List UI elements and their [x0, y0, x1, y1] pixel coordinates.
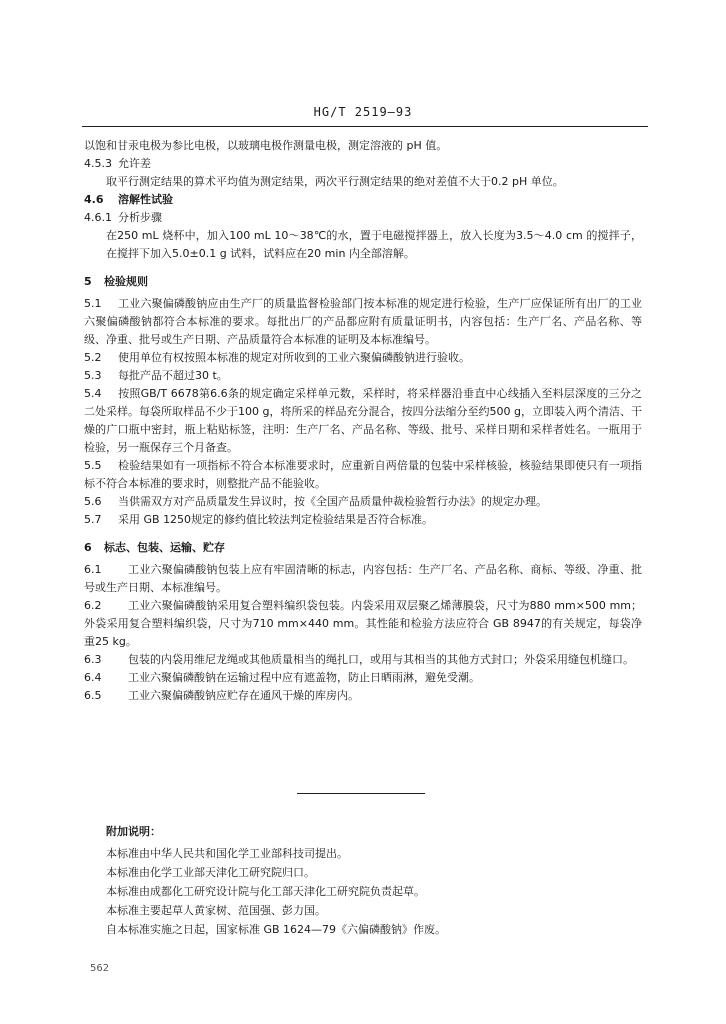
clause-4-6-1-text: 在250 mL 烧杯中，加入100 mL 10～38℃的水，置于电磁搅拌器上，放入长度为3.5～4.0 cm 的搅拌子，在搅拌下加入5.0±0.1 g 试料，试料应在20 min 内全部溶解。: [106, 229, 642, 260]
clause-5-3: [84, 367, 642, 385]
clause-4-5-3-heading: [84, 155, 642, 173]
notes-line: 本标准由化学工业部天津化工研究院归口。: [106, 866, 315, 879]
clause-6-5: [84, 687, 642, 705]
clause-5-7: [84, 511, 642, 529]
clause-title: 分析步骤: [118, 211, 162, 224]
section-title: 溶解性试验: [118, 193, 173, 206]
page-number: 562: [90, 963, 110, 974]
notes-line: 自本标准实施之日起，国家标准 GB 1624—79《六偏磷酸钠》作废。: [106, 923, 447, 936]
clause-number: 6.1: [84, 563, 102, 576]
clause-text: 工业六聚偏磷酸钠包装上应有牢固清晰的标志，内容包括：生产厂名、产品名称、商标、等级、净重、批号或生产日期、本标准编号。: [84, 563, 642, 594]
clause-6-4: [84, 669, 642, 687]
clause-5-4: [84, 385, 642, 457]
section-divider: [297, 793, 425, 794]
clause-number: 5.7: [84, 513, 102, 526]
clause-text: 工业六聚偏磷酸钠应贮存在通风干燥的库房内。: [128, 689, 359, 702]
section-number: 5: [84, 275, 92, 288]
clause-number: 4.6.1: [84, 211, 112, 224]
clause-text: 检验结果如有一项指标不符合本标准要求时，应重新自两倍量的包装中采样核验，核验结果即使只有一项指标不符合本标准的要求时，则整批产品不能验收。: [84, 459, 642, 490]
clause-5-5: [84, 457, 642, 493]
clause-number: 6.5: [84, 689, 102, 702]
clause-number: 5.3: [84, 369, 102, 382]
clause-text: 当供需双方对产品质量发生异议时，按《全国产品质量仲裁检验暂行办法》的规定办理。: [118, 495, 547, 508]
clause-number: 5.2: [84, 351, 102, 364]
clause-6-3: [84, 651, 642, 669]
paragraph-4-5-continuation: 以饱和甘汞电极为参比电极，以玻璃电极作测量电极，测定溶液的 pH 值。: [84, 139, 448, 152]
clause-text: 采用 GB 1250规定的修约值比较法判定检验结果是否符合标准。: [118, 513, 434, 526]
clause-text: 工业六聚偏磷酸钠应由生产厂的质量监督检验部门按本标准的规定进行检验，生产厂应保证所有出厂的工业六聚偏磷酸钠都符合本标准的要求。每批出厂的产品都应附有质量证明书，内容包括：生产厂名、产品名称、等级、净重、批号或生产日期、产品质量符合本标准的证明及本标准编号。: [84, 297, 642, 346]
clause-4-6-1-heading: [84, 209, 642, 227]
header-rule: [82, 126, 648, 127]
clause-number: 4.5.3: [84, 157, 112, 170]
section-number: 6: [84, 541, 92, 554]
clause-text: 工业六聚偏磷酸钠采用复合塑料编织袋包装。内袋采用双层聚乙烯薄膜袋，尺寸为880 mm×500 mm；外袋采用复合塑料编织袋，尺寸为710 mm×440 mm。其性能和检验方法应符合 GB 8947的有关规定，每袋净重25 kg。: [84, 599, 642, 648]
section-6-heading: [84, 539, 642, 557]
section-5-heading: [84, 273, 642, 291]
clause-4-5-3-text: 取平行测定结果的算术平均值为测定结果，两次平行测定结果的绝对差值不大于0.2 pH 单位。: [106, 175, 564, 188]
clause-number: 6.3: [84, 653, 102, 666]
clause-text: 包装的内袋用维尼龙绳或其他质量相当的绳扎口，或用与其相当的其他方式封口；外袋采用缝包机缝口。: [128, 653, 634, 666]
clause-5-1: [84, 295, 642, 349]
notes-line: 本标准由中华人民共和国化学工业部科技司提出。: [106, 847, 348, 860]
clause-6-1: [84, 561, 642, 597]
clause-5-6: [84, 493, 642, 511]
clause-number: 5.5: [84, 459, 102, 472]
section-title: 标志、包装、运输、贮存: [104, 541, 225, 554]
clause-text: 使用单位有权按照本标准的规定对所收到的工业六聚偏磷酸钠进行验收。: [118, 351, 470, 364]
notes-line: 本标准由成都化工研究设计院与化工部天津化工研究院负责起草。: [106, 885, 425, 898]
clause-5-2: [84, 349, 642, 367]
clause-6-2: [84, 597, 642, 651]
clause-number: 5.1: [84, 297, 102, 310]
clause-number: 5.4: [84, 387, 102, 400]
body-text: [84, 137, 642, 705]
section-4-6-heading: [84, 191, 642, 209]
section-title: 检验规则: [104, 275, 148, 288]
section-number: 4.6: [84, 193, 104, 206]
clause-title: 允许差: [118, 157, 151, 170]
clause-number: 6.2: [84, 599, 102, 612]
clause-number: 5.6: [84, 495, 102, 508]
clause-text: 按照GB/T 6678第6.6条的规定确定采样单元数，采样时，将采样器沿垂直中心线插入至料层深度的三分之二处采样。每袋所取样品不少于100 g，将所采的样品充分混合，按四分法缩分至约500 g，立即装入两个清洁、干燥的广口瓶中密封，瓶上粘贴标签，注明：生产厂名、产品名称、等级、批号、采样日期和采样者姓名。一瓶用于检验，另一瓶保存三个月备查。: [84, 387, 642, 454]
additional-notes: [106, 822, 626, 939]
notes-title: 附加说明：: [106, 825, 161, 838]
clause-text: 每批产品不超过30 t。: [118, 369, 228, 382]
clause-text: 工业六聚偏磷酸钠在运输过程中应有遮盖物，防止日晒雨淋，避免受潮。: [128, 671, 480, 684]
standard-header: HG/T 2519—93: [313, 105, 413, 119]
notes-line: 本标准主要起草人黄家树、范国强、彭力国。: [106, 904, 326, 917]
clause-number: 6.4: [84, 671, 102, 684]
